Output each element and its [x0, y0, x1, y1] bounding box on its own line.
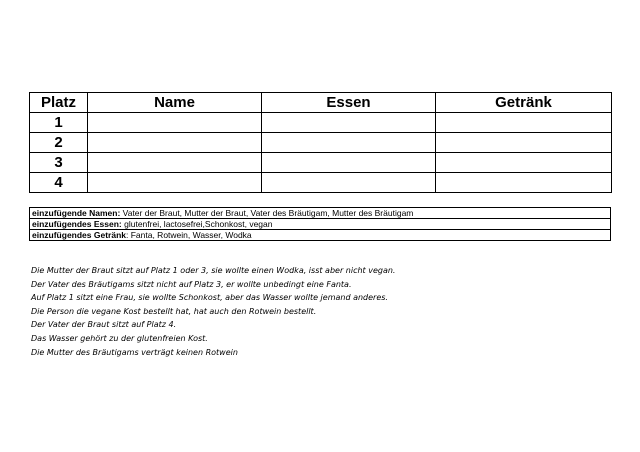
drink-row [30, 230, 611, 241]
food-cell[interactable] [262, 173, 436, 193]
clue: Auf Platz 1 sitzt eine Frau, sie wollte Schonkost, aber das Wasser wollte jemand anderes. [31, 293, 388, 303]
clue: Die Mutter des Bräutigams verträgt keinen Rotwein [31, 347, 238, 357]
name-cell[interactable] [88, 173, 262, 193]
clue: Die Mutter der Braut sitzt auf Platz 1 oder 3, sie wollte einen Wodka, isst aber nicht vegan. [31, 266, 396, 275]
food-cell[interactable] [262, 153, 436, 173]
clue: Das Wasser gehört zu der glutenfreien Kost. [31, 333, 208, 343]
seating-table [29, 92, 612, 193]
drink-cell[interactable] [436, 153, 612, 173]
drink-cell[interactable] [436, 113, 612, 133]
food-cell[interactable] [262, 133, 436, 153]
table-row [30, 113, 612, 133]
header-platz: Platz [30, 93, 88, 113]
seat-number: 4 [30, 173, 88, 193]
drink-label: einzufügendes Getränk [32, 230, 126, 240]
header-row [30, 93, 612, 113]
names-row [30, 208, 611, 219]
food-label: einzufügendes Essen: [32, 219, 122, 229]
food-value: glutenfrei, lactosefrei,Schonkost, vegan [121, 219, 273, 229]
table-row [30, 173, 612, 193]
name-cell[interactable] [88, 153, 262, 173]
food-cell[interactable] [262, 113, 436, 133]
seat-number: 3 [30, 153, 88, 173]
seat-number: 2 [30, 133, 88, 153]
clues-list [31, 264, 591, 359]
options-table [29, 207, 611, 241]
clue: Der Vater der Braut sitzt auf Platz 4. [31, 320, 177, 330]
names-label: einzufügende Namen: [32, 208, 121, 218]
table-row [30, 133, 612, 153]
header-essen: Essen [262, 93, 436, 113]
clue: Der Vater des Bräutigams sitzt nicht auf Platz 3, er wollte unbedingt eine Fanta. [31, 279, 352, 289]
name-cell[interactable] [88, 133, 262, 153]
clue: Die Person die vegane Kost bestellt hat, hat auch den Rotwein bestellt. [31, 306, 317, 316]
seat-number: 1 [30, 113, 88, 133]
table-row [30, 153, 612, 173]
names-value: Vater der Braut, Mutter der Braut, Vater des Bräutigam, Mutter des Bräutigam [120, 208, 414, 218]
drink-cell[interactable] [436, 133, 612, 153]
header-name: Name [88, 93, 262, 113]
header-getraenk: Getränk [436, 93, 612, 113]
drink-value: : Fanta, Rotwein, Wasser, Wodka [126, 230, 252, 240]
drink-cell[interactable] [436, 173, 612, 193]
food-row [30, 219, 611, 230]
name-cell[interactable] [88, 113, 262, 133]
